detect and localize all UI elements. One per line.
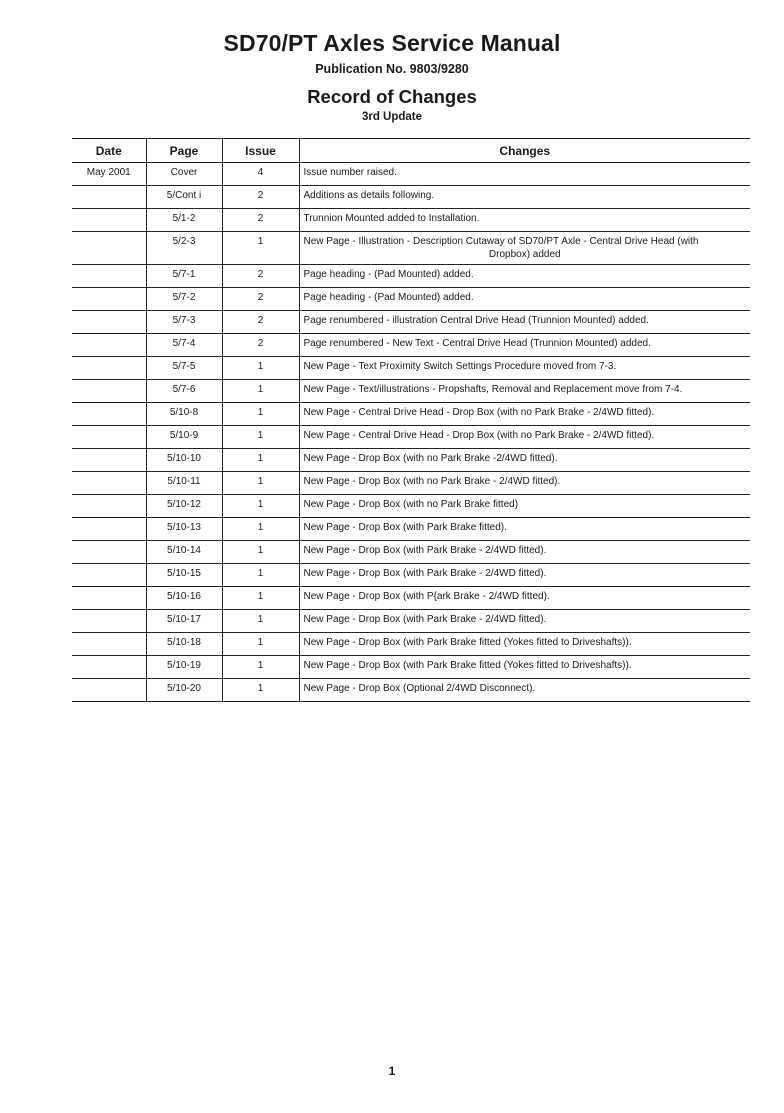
cell-changes: [299, 472, 750, 495]
cell-date: [72, 564, 146, 587]
cell-date: [72, 403, 146, 426]
cell-changes: [299, 334, 750, 357]
cell-page: 5/10-10: [146, 449, 222, 472]
change-text: New Page - Drop Box (with Park Brake fitted).: [303, 522, 507, 533]
change-text: New Page - Drop Box (with no Park Brake - 2/4WD fitted).: [303, 476, 561, 487]
cell-page: Cover: [146, 163, 222, 186]
change-text: New Page - Drop Box (Optional 2/4WD Disconnect).: [303, 683, 536, 694]
section-title: Record of Changes: [307, 86, 477, 107]
cell-issue: 1: [222, 656, 299, 679]
table-row: [72, 209, 750, 232]
record-of-changes-table: [72, 138, 750, 702]
table-row: [72, 380, 750, 403]
cell-issue: 4: [222, 163, 299, 186]
change-text: New Page - Drop Box (with Park Brake - 2/4WD fitted).: [303, 614, 547, 625]
cell-issue: 1: [222, 472, 299, 495]
change-text: New Page - Text Proximity Switch Settings Procedure moved from 7-3.: [303, 361, 617, 372]
cell-page: 5/10-14: [146, 541, 222, 564]
table-row: [72, 265, 750, 288]
change-text-continuation: Dropbox) added: [488, 249, 561, 260]
change-text: Page heading - (Pad Mounted) added.: [303, 292, 474, 303]
cell-changes: [299, 209, 750, 232]
cell-changes: [299, 656, 750, 679]
change-text: New Page - Drop Box (with Park Brake fitted (Yokes fitted to Driveshafts)).: [303, 660, 632, 671]
cell-changes: [299, 403, 750, 426]
table-row: [72, 334, 750, 357]
cell-issue: 2: [222, 288, 299, 311]
page-number: 1: [388, 1064, 396, 1078]
table-row: [72, 495, 750, 518]
table-row: [72, 311, 750, 334]
change-text: Page renumbered - illustration Central Drive Head (Trunnion Mounted) added.: [303, 315, 649, 326]
change-text: New Page - Illustration - Description Cutaway of SD70/PT Axle - Central Drive Head (with: [303, 236, 699, 247]
cell-page: 5/10-9: [146, 426, 222, 449]
cell-page: 5/2-3: [146, 232, 222, 265]
publication-number: Publication No. 9803/9280: [315, 62, 469, 76]
cell-date: [72, 209, 146, 232]
cell-page: 5/10-20: [146, 679, 222, 702]
cell-issue: 1: [222, 633, 299, 656]
table-row: [72, 541, 750, 564]
change-text: Additions as details following.: [303, 190, 435, 201]
cell-page: 5/1-2: [146, 209, 222, 232]
change-text: Page renumbered - New Text - Central Drive Head (Trunnion Mounted) added.: [303, 338, 651, 349]
cell-issue: 2: [222, 209, 299, 232]
cell-page: 5/10-15: [146, 564, 222, 587]
cell-date: [72, 541, 146, 564]
cell-date: May 2001: [72, 163, 146, 186]
cell-issue: 1: [222, 495, 299, 518]
document-title: SD70/PT Axles Service Manual: [223, 30, 561, 56]
cell-date: [72, 449, 146, 472]
cell-issue: 2: [222, 186, 299, 209]
cell-date: [72, 633, 146, 656]
change-text: Issue number raised.: [303, 167, 397, 178]
cell-date: [72, 357, 146, 380]
cell-issue: 1: [222, 357, 299, 380]
cell-changes: [299, 495, 750, 518]
cell-date: [72, 265, 146, 288]
cell-changes: [299, 288, 750, 311]
cell-page: 5/10-17: [146, 610, 222, 633]
table-header-row: [72, 139, 750, 163]
table-row: [72, 288, 750, 311]
cell-issue: 1: [222, 449, 299, 472]
table-row: [72, 587, 750, 610]
cell-issue: 2: [222, 311, 299, 334]
cell-date: [72, 380, 146, 403]
change-text: New Page - Drop Box (with Park Brake - 2/4WD fitted).: [303, 568, 547, 579]
change-text: New Page - Drop Box (with no Park Brake fitted): [303, 499, 519, 510]
cell-page: 5/7-6: [146, 380, 222, 403]
table-row: [72, 186, 750, 209]
table-row: [72, 679, 750, 702]
table-row: [72, 610, 750, 633]
cell-date: [72, 426, 146, 449]
column-header-changes: Changes: [299, 139, 750, 163]
change-text: New Page - Drop Box (with P{ark Brake - 2/4WD fitted).: [303, 591, 550, 602]
cell-page: 5/7-2: [146, 288, 222, 311]
cell-issue: 1: [222, 232, 299, 265]
table-row: [72, 426, 750, 449]
cell-date: [72, 288, 146, 311]
table-row: [72, 472, 750, 495]
cell-date: [72, 518, 146, 541]
cell-date: [72, 656, 146, 679]
table-row: [72, 656, 750, 679]
cell-date: [72, 679, 146, 702]
cell-page: 5/7-4: [146, 334, 222, 357]
update-label: 3rd Update: [361, 111, 423, 123]
cell-date: [72, 334, 146, 357]
table-row: [72, 232, 750, 265]
table-body: [72, 163, 750, 702]
cell-page: 5/7-5: [146, 357, 222, 380]
cell-page: 5/7-1: [146, 265, 222, 288]
cell-changes: [299, 541, 750, 564]
change-text: New Page - Central Drive Head - Drop Box (with no Park Brake - 2/4WD fitted).: [303, 407, 655, 418]
table-row: [72, 633, 750, 656]
change-text: New Page - Drop Box (with no Park Brake -2/4WD fitted).: [303, 453, 558, 464]
table-row: [72, 449, 750, 472]
cell-page: 5/10-13: [146, 518, 222, 541]
cell-issue: 1: [222, 587, 299, 610]
table-row: [72, 357, 750, 380]
change-text: New Page - Central Drive Head - Drop Box (with no Park Brake - 2/4WD fitted).: [303, 430, 655, 441]
table-row: [72, 163, 750, 186]
cell-date: [72, 311, 146, 334]
cell-page: 5/7-3: [146, 311, 222, 334]
cell-date: [72, 186, 146, 209]
cell-changes: [299, 265, 750, 288]
cell-changes: [299, 186, 750, 209]
change-text: Trunnion Mounted added to Installation.: [303, 213, 480, 224]
cell-changes: [299, 633, 750, 656]
change-text: New Page - Drop Box (with Park Brake fitted (Yokes fitted to Driveshafts)).: [303, 637, 632, 648]
table-row: [72, 403, 750, 426]
cell-changes: [299, 564, 750, 587]
cell-changes: [299, 311, 750, 334]
cell-issue: 1: [222, 679, 299, 702]
cell-page: 5/10-11: [146, 472, 222, 495]
cell-issue: 1: [222, 518, 299, 541]
cell-issue: 1: [222, 610, 299, 633]
cell-issue: 1: [222, 564, 299, 587]
cell-issue: 2: [222, 334, 299, 357]
column-header-issue: Issue: [222, 139, 299, 163]
cell-changes: [299, 679, 750, 702]
cell-issue: 1: [222, 403, 299, 426]
column-header-page: Page: [146, 139, 222, 163]
cell-changes: [299, 380, 750, 403]
cell-date: [72, 232, 146, 265]
cell-changes: [299, 426, 750, 449]
cell-changes: [299, 587, 750, 610]
cell-page: 5/10-18: [146, 633, 222, 656]
cell-date: [72, 610, 146, 633]
cell-issue: 1: [222, 426, 299, 449]
cell-changes: [299, 610, 750, 633]
change-text: New Page - Drop Box (with Park Brake - 2/4WD fitted).: [303, 545, 547, 556]
cell-changes: [299, 449, 750, 472]
cell-issue: 1: [222, 380, 299, 403]
table-row: [72, 564, 750, 587]
table-row: [72, 518, 750, 541]
cell-page: 5/10-8: [146, 403, 222, 426]
cell-page: 5/10-19: [146, 656, 222, 679]
cell-date: [72, 587, 146, 610]
cell-page: 5/10-12: [146, 495, 222, 518]
column-header-date: Date: [72, 139, 146, 163]
cell-changes: [299, 518, 750, 541]
cell-changes: [299, 232, 750, 265]
cell-changes: [299, 163, 750, 186]
cell-issue: 2: [222, 265, 299, 288]
cell-page: 5/Cont i: [146, 186, 222, 209]
cell-changes: [299, 357, 750, 380]
cell-issue: 1: [222, 541, 299, 564]
cell-date: [72, 472, 146, 495]
cell-page: 5/10-16: [146, 587, 222, 610]
change-text: Page heading - (Pad Mounted) added.: [303, 269, 474, 280]
cell-date: [72, 495, 146, 518]
change-text: New Page - Text/illustrations - Propshafts, Removal and Replacement move from 7-4.: [303, 384, 683, 395]
